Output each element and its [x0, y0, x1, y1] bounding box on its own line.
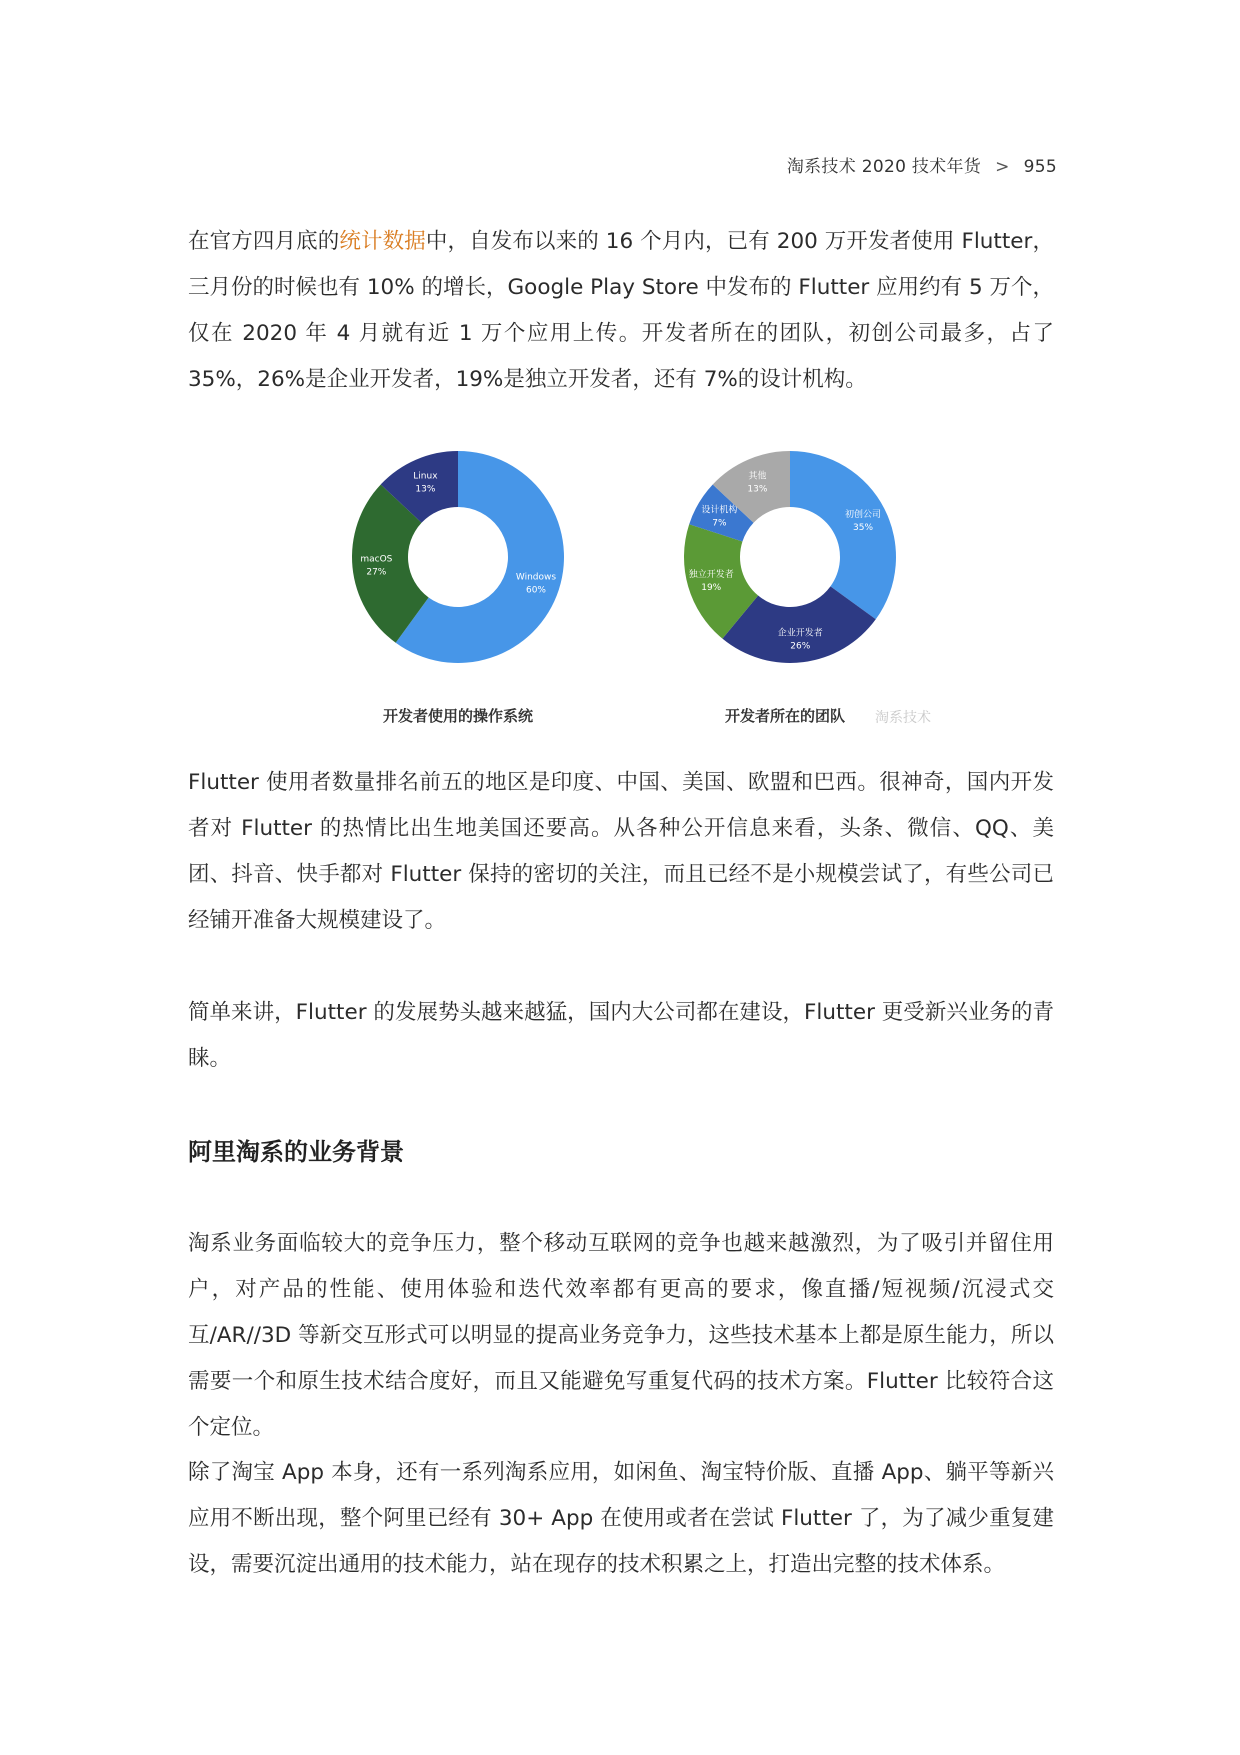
slice-value-windows: 60%: [525, 585, 546, 596]
section-title: 阿里淘系的业务背景: [188, 1138, 404, 1166]
header-title: 淘系技术 2020 技术年货: [786, 157, 982, 177]
page-header: [787, 152, 1057, 177]
slice-value-其他: 13%: [747, 484, 768, 495]
paragraph-stats-text-2: 中，自发布以来的 16 个月内，已有 200 万开发者使用 Flutter，三月份的时候也有 10% 的增长，Google Play Store 中发布的 Flutter 应用约有 5 万个，仅在 2020 年 4 月就有近 1 万个应用上传。开发者所在的团队，初创公司最多，占了 35%，26%是企业开发者，19%是独立开发者，还有 7%的设计机构。: [188, 229, 1054, 392]
slice-label-linux: Linux: [413, 471, 438, 482]
paragraph-summary: 简单来讲，Flutter 的发展势头越来越猛，国内大公司都在建设，Flutter 更受新兴业务的青睐。: [188, 1000, 1054, 1071]
paragraph-regions: Flutter 使用者数量排名前五的地区是印度、中国、美国、欧盟和巴西。很神奇，国内开发者对 Flutter 的热情比出生地美国还要高。从各种公开信息来看，头条、微信、QQ、美团、抖音、快手都对 Flutter 保持的密切的关注，而且已经不是小规模尝试了，有些公司已经铺开准备大规模建设了。: [188, 770, 1054, 933]
slice-label-macos: macOS: [360, 554, 393, 565]
slice-value-独立开发者: 19%: [701, 582, 722, 593]
slice-value-macos: 27%: [366, 567, 387, 578]
slice-value-设计机构: 7%: [712, 518, 727, 529]
slice-label-初创公司: 初创公司: [845, 509, 882, 520]
header-separator: >: [995, 157, 1010, 177]
chart-caption-1: 开发者使用的操作系统: [382, 707, 534, 725]
slice-label-企业开发者: 企业开发者: [777, 628, 823, 639]
slice-value-初创公司: 35%: [853, 522, 874, 533]
paragraph-apps: 除了淘宝 App 本身，还有一系列淘系应用，如闲鱼、淘宝特价版、直播 App、躺平等新兴应用不断出现，整个阿里已经有 30+ App 在使用或者在尝试 Flutter 了，为了减少重复建设，需要沉淀出通用的技术能力，站在现存的技术积累之上，打造出完整的技术体系。: [188, 1460, 1054, 1577]
slice-label-独立开发者: 独立开发者: [688, 569, 734, 580]
paragraph-stats-text-1: 在官方四月底的: [188, 229, 340, 254]
paragraph-business: 淘系业务面临较大的竞争压力，整个移动互联网的竞争也越来越激烈，为了吸引并留住用户，对产品的性能、使用体验和迭代效率都有更高的要求，像直播/短视频/沉浸式交互/AR//3D 等新交互形式可以明显的提高业务竞争力，这些技术基本上都是原生能力，所以需要一个和原生技术结合度好，而且又能避免写重复代码的技术方案。Flutter 比较符合这个定位。: [188, 1231, 1054, 1440]
slice-label-设计机构: 设计机构: [701, 505, 738, 516]
slice-value-linux: 13%: [415, 484, 436, 495]
watermark-text: 淘系技术: [875, 710, 931, 726]
charts-figure: [335, 435, 955, 735]
slice-value-企业开发者: 26%: [790, 641, 811, 652]
paragraph-stats: [188, 219, 1054, 403]
stats-link[interactable]: 统计数据: [339, 229, 426, 254]
page-number: 955: [1023, 157, 1057, 177]
chart-caption-2: 开发者所在的团队: [724, 707, 846, 725]
slice-label-其他: 其他: [748, 471, 767, 482]
slice-label-windows: Windows: [515, 572, 557, 583]
charts-svg: [335, 435, 955, 735]
